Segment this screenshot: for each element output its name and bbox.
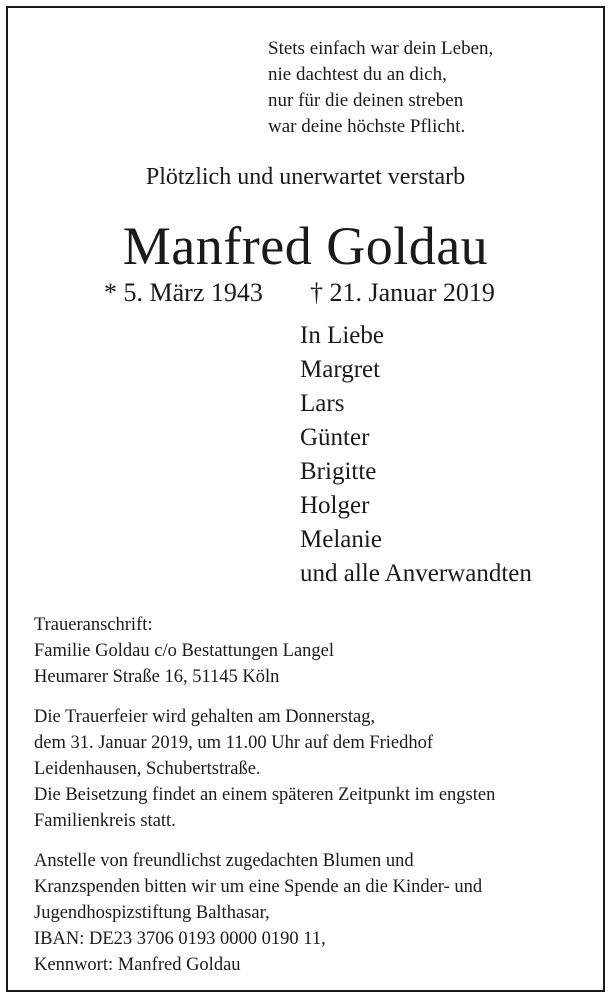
service-line: Die Trauerfeier wird gehalten am Donnerstag,	[34, 707, 376, 727]
mourners-heading: In Liebe	[300, 322, 384, 349]
intro-text: Plötzlich und unerwartet verstarb	[145, 164, 466, 190]
service-line: Familienkreis statt.	[34, 811, 176, 831]
funeral-service-info	[34, 704, 594, 834]
obituary-notice	[6, 6, 605, 992]
poem-line: war deine höchste Pflicht.	[268, 116, 466, 137]
donation-line: Kranzspenden bitten wir um eine Spende an die Kinder- und	[34, 877, 483, 897]
poem-line: Stets einfach war dein Leben,	[268, 38, 494, 59]
address-line: Traueranschrift:	[34, 615, 153, 635]
address-line: Familie Goldau c/o Bestattungen Langel	[34, 641, 335, 661]
mourner-name: Lars	[300, 390, 345, 417]
poem-line: nur für die deinen streben	[268, 90, 464, 111]
memorial-poem	[268, 36, 493, 140]
mourners-list	[300, 319, 532, 591]
service-line: Die Beisetzung findet an einem späteren Zeitpunkt im engsten	[34, 785, 496, 805]
service-line: dem 31. Januar 2019, um 11.00 Uhr auf dem Friedhof	[34, 733, 434, 753]
service-line: Leidenhausen, Schubertstraße.	[34, 759, 261, 779]
mourner-name: Brigitte	[300, 458, 377, 485]
address-line: Heumarer Straße 16, 51145 Köln	[34, 667, 280, 687]
donation-line: Anstelle von freundlichst zugedachten Blumen und	[34, 851, 414, 871]
mourner-name: Margret	[300, 356, 381, 383]
donation-keyword: Kennwort: Manfred Goldau	[34, 955, 241, 975]
birth-date: * 5. März 1943	[104, 278, 263, 307]
mourning-address	[34, 612, 594, 690]
donation-request	[34, 848, 594, 978]
deceased-name: Manfred Goldau	[122, 216, 489, 276]
poem-line: nie dachtest du an dich,	[268, 64, 447, 85]
mourners-closing: und alle Anverwandten	[300, 560, 532, 587]
mourner-name: Melanie	[300, 526, 382, 553]
donation-line: Jugendhospizstiftung Balthasar,	[34, 903, 270, 923]
mourner-name: Günter	[300, 424, 370, 451]
mourner-name: Holger	[300, 492, 370, 519]
donation-iban: IBAN: DE23 3706 0193 0000 0190 11,	[34, 929, 326, 949]
death-date: † 21. Januar 2019	[310, 278, 495, 307]
